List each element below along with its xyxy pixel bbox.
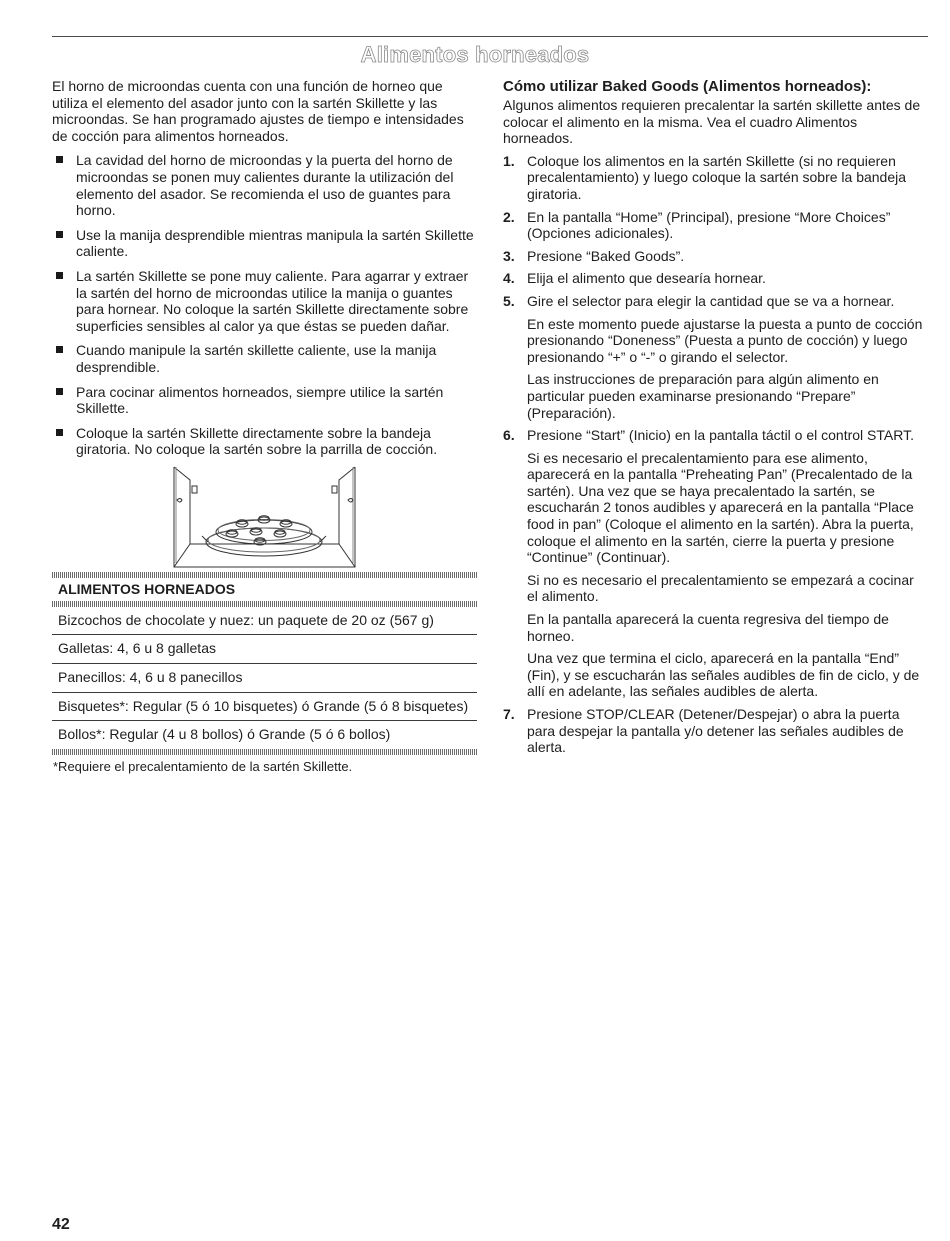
step-item xyxy=(503,209,927,242)
top-rule xyxy=(52,36,928,37)
table-header: ALIMENTOS HORNEADOS xyxy=(58,580,236,597)
table-row: Bollos*: Regular (4 u 8 bollos) ó Grande (5 ó 6 bollos) xyxy=(58,726,391,743)
bullet-square-icon xyxy=(56,156,63,163)
bullet-square-icon xyxy=(56,272,63,279)
baked-goods-table xyxy=(52,572,477,776)
step-item xyxy=(503,153,927,203)
step-number: 2. xyxy=(503,208,515,225)
steps-list xyxy=(503,153,927,756)
step-text: Las instrucciones de preparación para algún alimento en particular pueden examinarse presionando “Prepare” (Preparación). xyxy=(527,371,879,421)
bullet-square-icon xyxy=(56,388,63,395)
section-intro: Algunos alimentos requieren precalentar la sartén skillette antes de colocar el alimento en la misma. Vea el cuadro Alimentos horneados. xyxy=(503,97,921,147)
page-number: 42 xyxy=(52,1216,70,1233)
step-text: En la pantalla aparecerá la cuenta regresiva del tiempo de horneo. xyxy=(527,611,889,644)
left-column xyxy=(52,78,477,775)
step-text: Si no es necesario el precalentamiento se empezará a cocinar el alimento. xyxy=(527,571,914,605)
bullet-item: La sartén Skillette se pone muy caliente. Para agarrar y extraer la sartén del horno de microondas utilice la manija o guantes para hornear. No coloque la sartén Skillette directamente sobre superficies sensibles al calor ya que éstas se pueden dañar. xyxy=(52,268,477,334)
bullet-square-icon xyxy=(56,429,63,436)
page-title: Alimentos horneados xyxy=(360,42,590,67)
right-column xyxy=(503,78,927,762)
step-item xyxy=(503,427,927,700)
intro-paragraph: El horno de microondas cuenta con una función de horneo que utiliza el elemento del asador junto con la sartén Skillette y las microondas. Se han programado ajustes de tiempo e intensidades de cocción para alimentos horneados. xyxy=(52,78,464,144)
step-text: En este momento puede ajustarse la puesta a punto de cocción presionando “Doneness” (Puesta a punto de cocción) y luego presionando “+” o “-” o girando el selector. xyxy=(527,315,923,365)
step-text: Presione “Baked Goods”. xyxy=(527,247,685,264)
step-text: Si es necesario el precalentamiento para ese alimento, aparecerá en la pantalla “Preheating Pan” (Precalentado de la sartén). Una vez que se haya precalentado la sartén, se escucharán 2 tonos audibles y aparecerá en la pantalla “Place food in pan” (Coloque el alimento en la sartén). Abra la puerta, coloque el alimento en la sartén, cierre la puerta y presione “Continue” (Continuar). xyxy=(527,449,914,566)
bullet-item: La cavidad del horno de microondas y la puerta del horno de microondas se ponen muy calientes durante la utilización del elemento del asador. Se recomienda el uso de guantes para horno. xyxy=(52,152,477,218)
bullet-item: Coloque la sartén Skillette directamente sobre la bandeja giratoria. No coloque la sartén sobre la parrilla de cocción. xyxy=(52,425,477,458)
table-row: Panecillos: 4, 6 u 8 panecillos xyxy=(52,664,477,693)
step-text: Elija el alimento que desearía hornear. xyxy=(527,270,766,287)
table-row: Bizcochos de chocolate y nuez: un paquete de 20 oz (567 g) xyxy=(52,607,477,636)
step-number: 4. xyxy=(503,270,515,287)
step-text: Una vez que termina el ciclo, aparecerá en la pantalla “End” (Fin), y se escucharán las señales audibles de fin de ciclo, y de allí en adelante, las señales audibles de alerta. xyxy=(527,650,920,700)
bullet-item: Use la manija desprendible mientras manipula la sartén Skillette caliente. xyxy=(52,227,477,260)
step-number: 6. xyxy=(503,427,515,444)
step-number: 1. xyxy=(503,152,515,169)
table-row: Bisquetes*: Regular (5 ó 10 bisquetes) ó Grande (5 ó 8 bisquetes) xyxy=(52,693,477,722)
table-footnote: *Requiere el precalentamiento de la sartén Skillette. xyxy=(53,758,353,774)
step-item xyxy=(503,706,927,756)
step-number: 7. xyxy=(503,706,515,722)
oven-cavity-icon xyxy=(172,466,357,569)
bullet-item: Cuando manipule la sartén skillette caliente, use la manija desprendible. xyxy=(52,342,477,375)
bullet-square-icon xyxy=(56,231,63,238)
step-text: En la pantalla “Home” (Principal), presione “More Choices” (Opciones adicionales). xyxy=(527,208,891,242)
bullet-item: Para cocinar alimentos horneados, siempre utilice la sartén Skillette. xyxy=(52,384,477,417)
step-number: 3. xyxy=(503,247,515,264)
table-bottom-rule xyxy=(52,749,477,755)
table-row: Galletas: 4, 6 u 8 galletas xyxy=(52,635,477,664)
step-text: Presione “Start” (Inicio) en la pantalla táctil o el control START. xyxy=(527,427,914,444)
step-text: Coloque los alimentos en la sartén Skillette (si no requieren precalentamiento) y luego coloque la sartén sobre la bandeja giratoria. xyxy=(527,152,907,202)
bullet-square-icon xyxy=(56,346,63,353)
step-number: 5. xyxy=(503,292,515,309)
step-text: Gire el selector para elegir la cantidad que se va a hornear. xyxy=(527,292,895,309)
skillette-on-turntable-illustration xyxy=(172,466,357,569)
step-item xyxy=(503,248,927,265)
step-text: Presione STOP/CLEAR (Detener/Despejar) o abra la puerta para despejar la pantalla y/o detener las señales audibles de alerta. xyxy=(527,706,904,756)
step-item xyxy=(503,270,927,287)
step-item xyxy=(503,293,927,421)
section-title: Cómo utilizar Baked Goods (Alimentos horneados): xyxy=(503,78,872,95)
safety-bullet-list xyxy=(52,152,477,458)
